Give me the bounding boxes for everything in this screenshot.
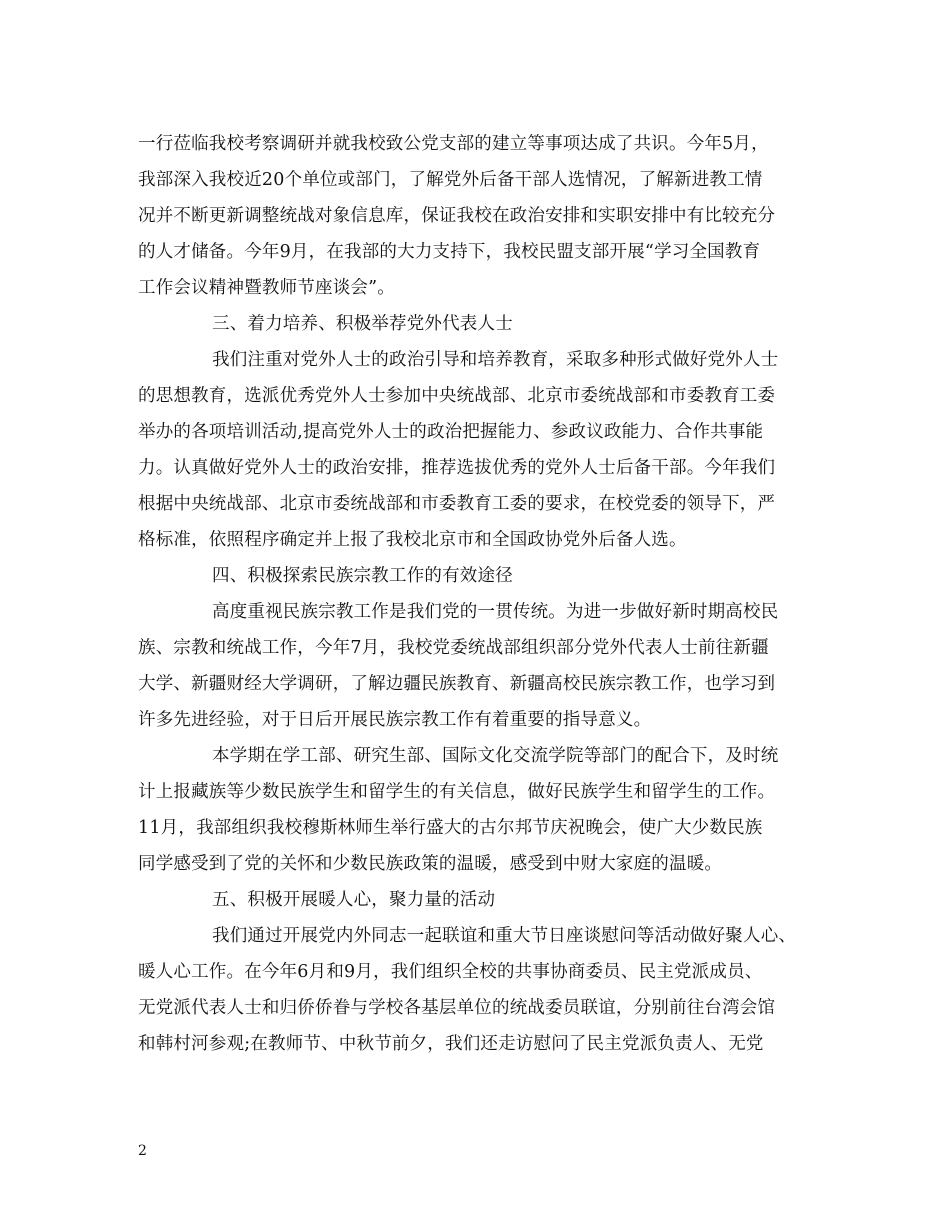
paragraph-line-indented: 三、着力培养、积极举荐党外代表人士: [212, 314, 513, 334]
paragraph-line: 一行莅临我校考察调研并就我校致公党支部的建立等事项达成了共识。今年5月，: [138, 134, 769, 154]
paragraph-line: 暖人心工作。在今年6月和9月，我们组织全校的共事协商委员、民主党派成员、: [138, 962, 763, 982]
paragraph-line-indented: 四、积极探索民族宗教工作的有效途径: [212, 566, 513, 586]
paragraph-line: 11月，我部组织我校穆斯林师生举行盛大的古尔邦节庆祝晚会，使广大少数民族: [138, 818, 763, 838]
paragraph-line: 工作会议精神暨教师节座谈会”。: [138, 278, 395, 298]
paragraph-line: 力。认真做好党外人士的政治安排，推荐选拔优秀的党外人士后备干部。今年我们: [138, 458, 776, 478]
document-body: [138, 126, 828, 1062]
paragraph-line: 同学感受到了党的关怀和少数民族政策的温暖，感受到中财大家庭的温暖。: [138, 854, 723, 874]
paragraph-line-indented: 五、积极开展暖人心，聚力量的活动: [212, 890, 496, 910]
paragraph-line: 的人才储备。今年9月，在我部的大力支持下，我校民盟支部开展“学习全国教育: [138, 242, 761, 262]
paragraph-line: 的思想教育，选派优秀党外人士参加中央统战部、北京市委统战部和市委教育工委: [138, 386, 776, 406]
paragraph-line-indented: 本学期在学工部、研究生部、国际文化交流学院等部门的配合下，及时统: [212, 746, 779, 766]
paragraph-line: 族、宗教和统战工作，今年7月，我校党委统战部组织部分党外代表人士前往新疆: [138, 638, 769, 658]
paragraph-line-indented: 我们通过开展党内外同志一起联谊和重大节日座谈慰问等活动做好聚人心、: [212, 926, 797, 946]
paragraph-line: 大学、新疆财经大学调研，了解边疆民族教育、新疆高校民族宗教工作，也学习到: [138, 674, 776, 694]
paragraph-line: 根据中央统战部、北京市委统战部和市委教育工委的要求，在校党委的领导下，严: [138, 494, 776, 514]
paragraph-line-indented: 我们注重对党外人士的政治引导和培养教育，采取多种形式做好党外人士: [212, 350, 779, 370]
paragraph-line: 和韩村河参观;在教师节、中秋节前夕，我们还走访慰问了民主党派负责人、无党: [138, 1034, 764, 1054]
paragraph-line: 许多先进经验，对于日后开展民族宗教工作有着重要的指导意义。: [138, 710, 652, 730]
paragraph-line-indented: 高度重视民族宗教工作是我们党的一贯传统。为进一步做好新时期高校民: [212, 602, 779, 622]
paragraph-line: 况并不断更新调整统战对象信息库，保证我校在政治安排和实职安排中有比较充分: [138, 206, 776, 226]
paragraph-line: 计上报藏族等少数民族学生和留学生的有关信息，做好民族学生和留学生的工作。: [138, 782, 776, 802]
paragraph-line: 举办的各项培训活动,提高党外人士的政治把握能力、参政议政能力、合作共事能: [138, 422, 764, 442]
paragraph-line: 我部深入我校近20个单位或部门，了解党外后备干部人选情况，了解新进教工情: [138, 170, 763, 190]
page-number: 2: [138, 1143, 147, 1159]
paragraph-line: 无党派代表人士和归侨侨眷与学校各基层单位的统战委员联谊，分别前往台湾会馆: [138, 998, 776, 1018]
paragraph-line: 格标准，依照程序确定并上报了我校北京市和全国政协党外后备人选。: [138, 530, 687, 550]
